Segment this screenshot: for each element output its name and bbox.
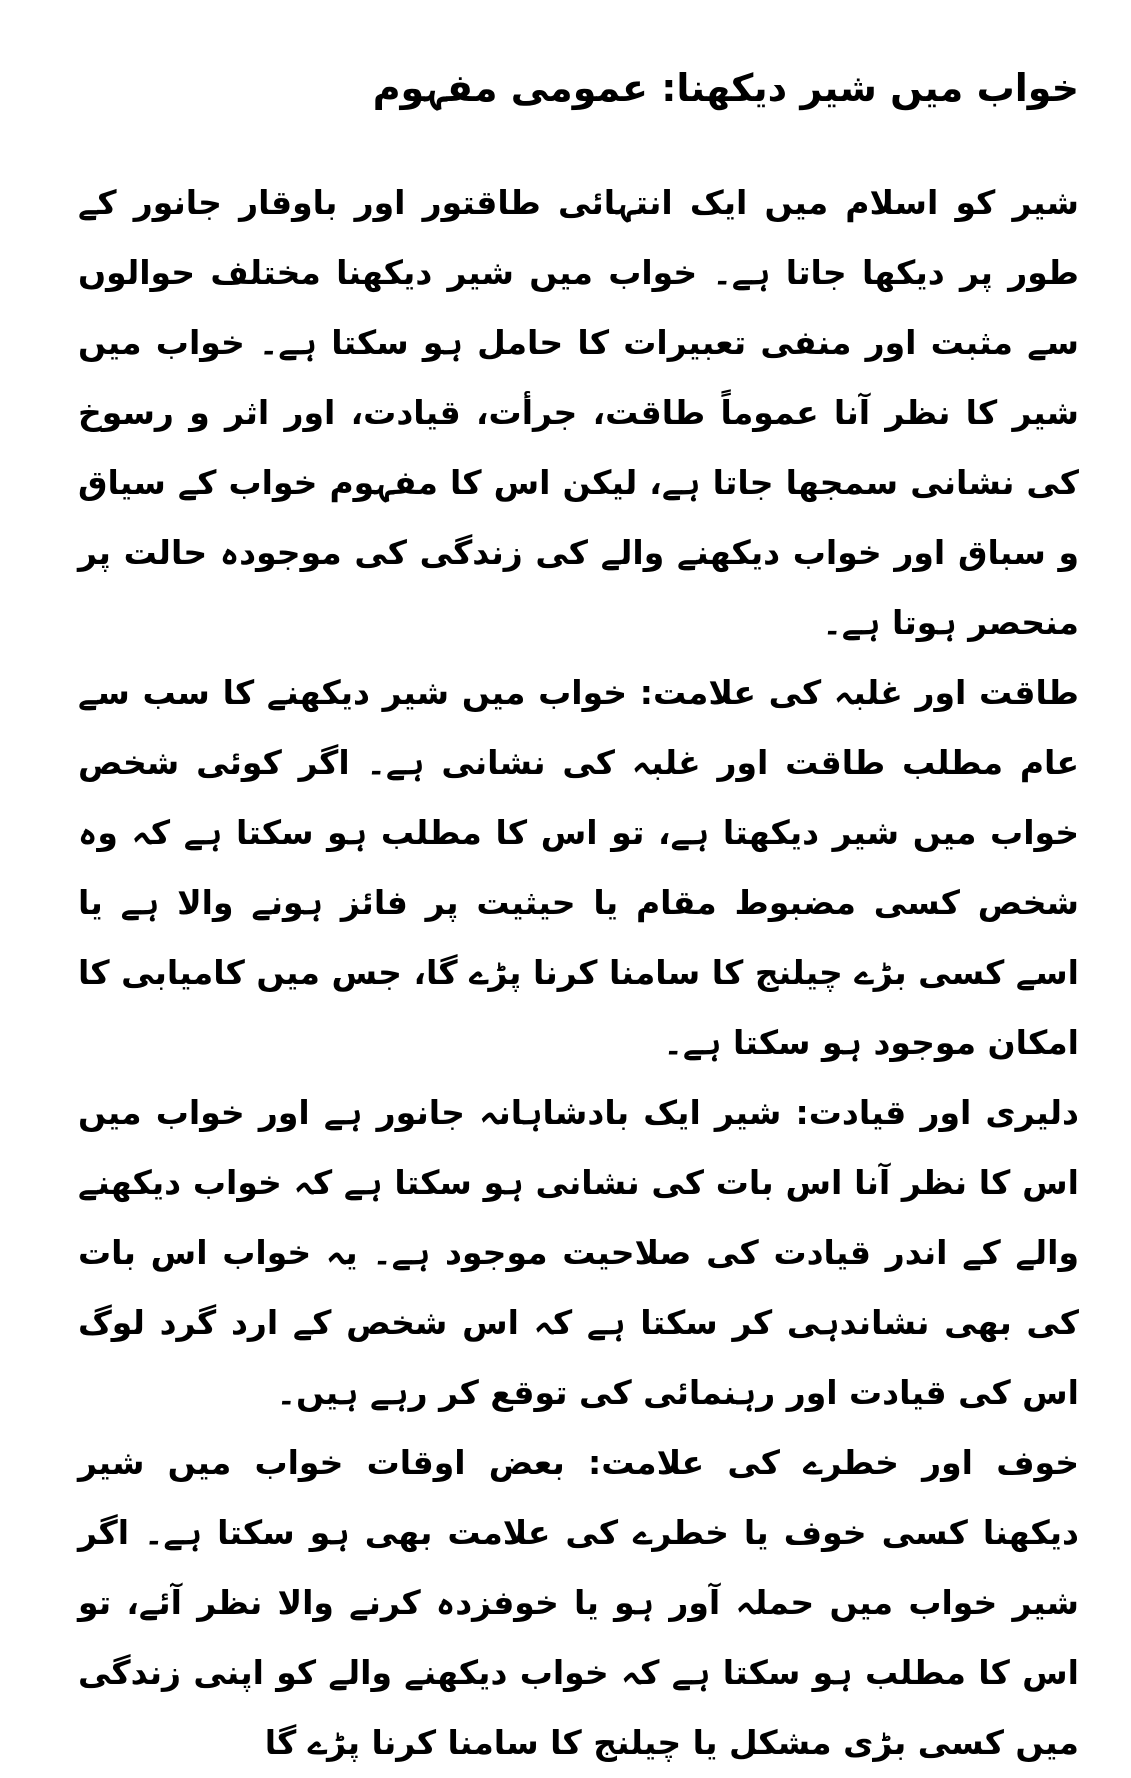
page-title: خواب میں شیر دیکھنا: عمومی مفہوم bbox=[372, 66, 1079, 110]
paragraph-strength: طاقت اور غلبہ کی علامت: خواب میں شیر دیکھنے کا سب سے عام مطلب طاقت اور غلبہ کی نشانی ہے۔ اگر کوئی شخص خواب میں شیر دیکھتا ہے، تو اس کا مطلب ہو سکتا ہے کہ وہ شخص کسی مضبوط مقام یا حیثیت پر فائز ہونے والا ہے یا اسے کسی بڑے چیلنج کا سامنا کرنا پڑے گا، جس میں کامیابی کا امکان موجود ہو سکتا ہے۔ bbox=[78, 673, 1079, 1062]
paragraph-fear: خوف اور خطرے کی علامت: بعض اوقات خواب میں شیر دیکھنا کسی خوف یا خطرے کی علامت بھی ہو سکتا ہے۔ اگر شیر خواب میں حملہ آور ہو یا خوفزدہ کرنے والا نظر آئے، تو اس کا مطلب ہو سکتا ہے کہ خواب دیکھنے والے کو اپنی زندگی میں کسی بڑی مشکل یا چیلنج کا سامنا کرنا پڑے گا bbox=[78, 1443, 1079, 1762]
paragraph-leadership: دلیری اور قیادت: شیر ایک بادشاہانہ جانور ہے اور خواب میں اس کا نظر آنا اس بات کی نشانی ہو سکتا ہے کہ خواب دیکھنے والے کے اندر قیادت کی صلاحیت موجود ہے۔ یہ خواب اس بات کی بھی نشاندہی کر سکتا ہے کہ اس شخص کے ارد گرد لوگ اس کی قیادت اور رہنمائی کی توقع کر رہے ہیں۔ bbox=[78, 1093, 1079, 1412]
paragraph-intro: شیر کو اسلام میں ایک انتہائی طاقتور اور باوقار جانور کے طور پر دیکھا جاتا ہے۔ خواب میں شیر دیکھنا مختلف حوالوں سے مثبت اور منفی تعبیرات کا حامل ہو سکتا ہے۔ خواب میں شیر کا نظر آنا عموماً طاقت، جرأت، قیادت، اور اثر و رسوخ کی نشانی سمجھا جاتا ہے، لیکن اس کا مفہوم خواب کے سیاق و سباق اور خواب دیکھنے والے کی زندگی کی موجودہ حالت پر منحصر ہوتا ہے۔ bbox=[78, 183, 1079, 642]
document-body bbox=[78, 168, 1079, 1778]
